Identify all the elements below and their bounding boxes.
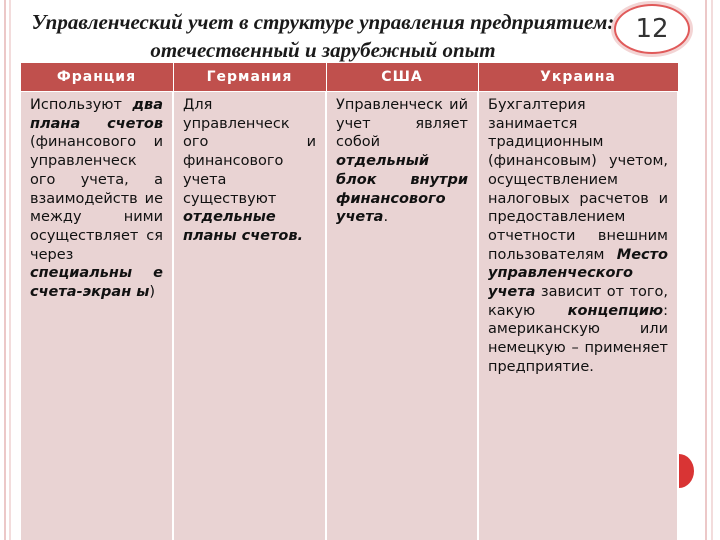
right-border-line-2 xyxy=(711,0,713,540)
left-border-line-2 xyxy=(9,0,11,540)
cell-emphasis: отдельный блок внутри финансового учета xyxy=(336,153,468,226)
cell-france xyxy=(20,92,173,540)
cell-emphasis: специальны е счета-экран ы xyxy=(30,265,163,301)
slide-title: Управленческий учет в структуре управления предприятием: отечественный и зарубежный опыт xyxy=(31,10,615,62)
cell-text: зависит от того, какую xyxy=(488,284,668,319)
cell-text: : американскую или немецкую – применяет предприятие. xyxy=(488,302,668,375)
right-border-line xyxy=(705,0,707,540)
cell-text: (финансового и управленческ ого учета, а взаимодейств ие между ними осуществляет ся через xyxy=(30,134,163,263)
table-header-row xyxy=(20,63,678,92)
header-usa: США xyxy=(326,63,478,92)
cell-usa xyxy=(326,92,478,540)
cell-emphasis: Место управленческого учета xyxy=(488,246,668,301)
cell-text: Используют xyxy=(30,97,133,113)
cell-germany xyxy=(173,92,326,540)
cell-text: Для управленческ ого и финансового учета существуют xyxy=(183,97,316,207)
cell-emphasis: концепцию xyxy=(567,302,664,319)
left-border-line xyxy=(4,0,6,540)
page-number-badge: 12 xyxy=(614,4,690,54)
header-germany: Германия xyxy=(173,63,326,92)
header-ukraine: Украина xyxy=(478,63,678,92)
comparison-table xyxy=(19,62,679,540)
cell-text: . xyxy=(383,209,389,226)
cell-emphasis: два плана счетов xyxy=(30,97,163,132)
header-france: Франция xyxy=(20,63,173,92)
cell-ukraine xyxy=(478,92,678,540)
cell-emphasis: отдельные планы счетов. xyxy=(183,209,304,244)
cell-text: Управленческ ий учет являет собой xyxy=(336,97,468,151)
cell-text: ) xyxy=(149,284,156,301)
table-row xyxy=(20,92,678,540)
cell-text: Бухгалтерия занимается традиционным (финансовым) учетом, осуществлением налоговых расчетов и предоставлением отчетности внешним пользователям xyxy=(488,97,668,263)
